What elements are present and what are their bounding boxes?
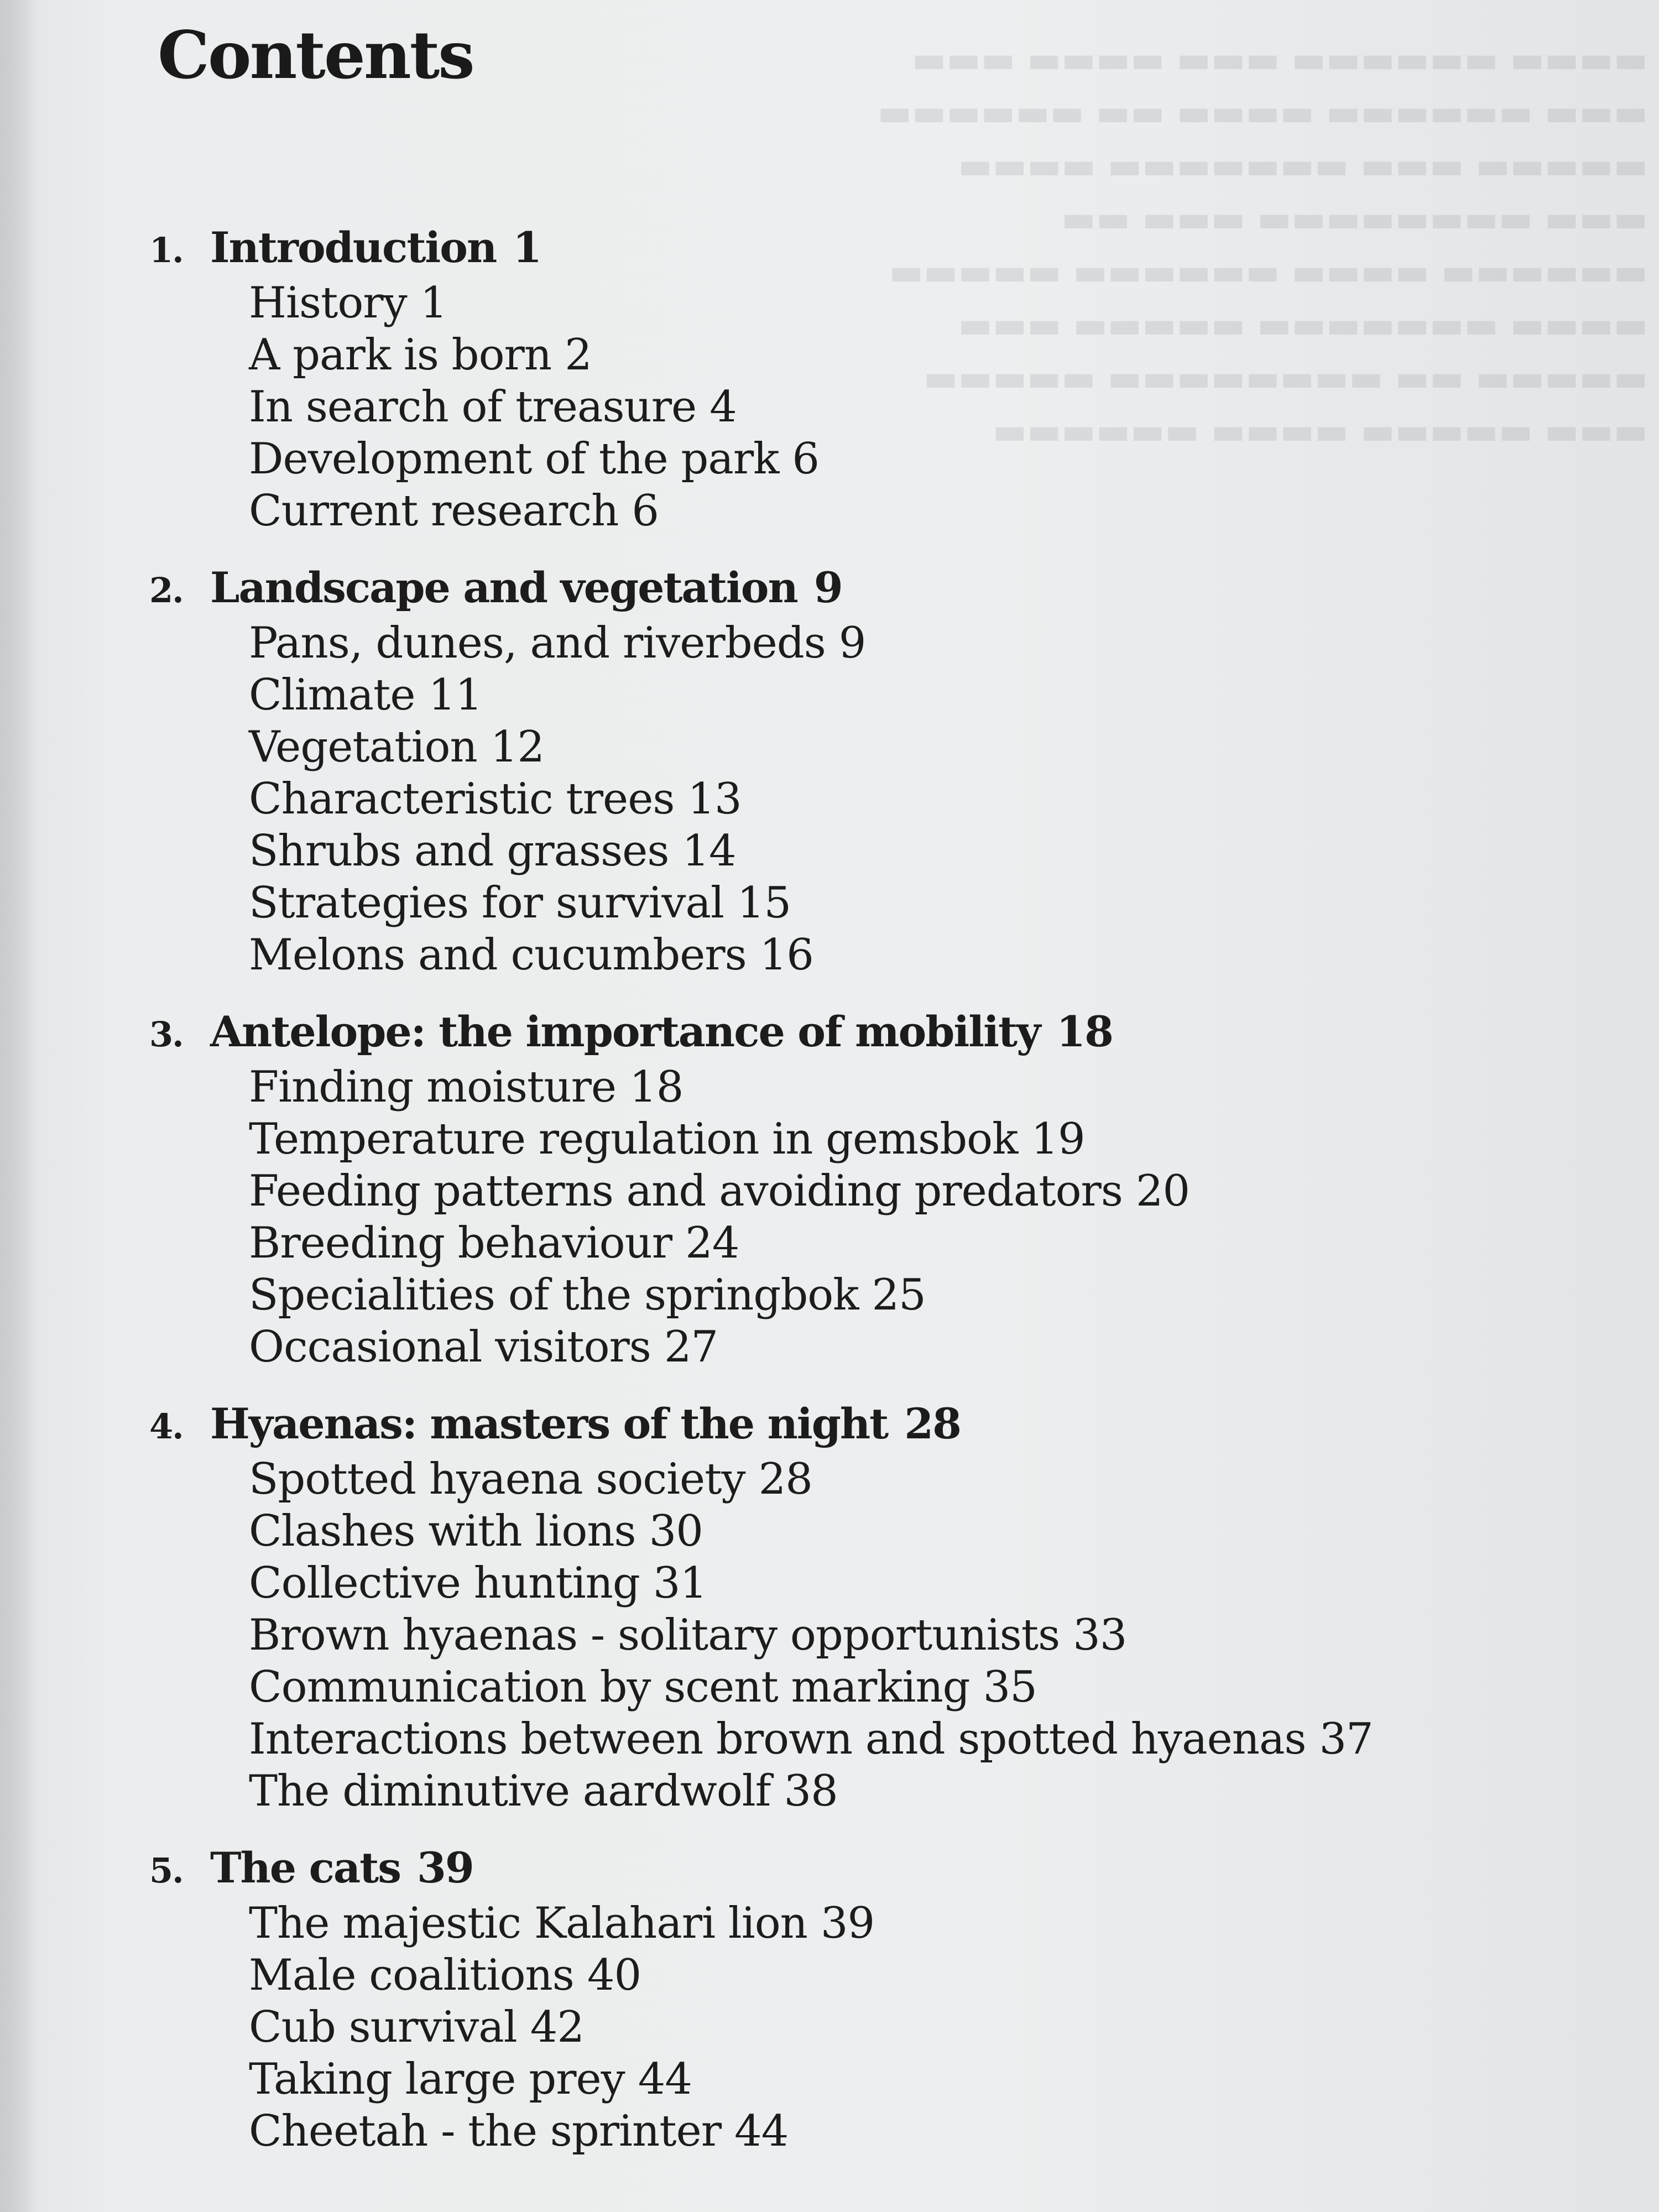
- section-title: Occasional visitors: [249, 1322, 651, 1372]
- chapter-heading: [149, 1841, 1532, 1897]
- section-entry: [149, 329, 1532, 381]
- section-page-number: 30: [649, 1506, 703, 1556]
- section-title: In search of treasure: [249, 382, 697, 432]
- section-title: Collective hunting: [249, 1558, 640, 1608]
- section-page-number: 37: [1319, 1714, 1373, 1764]
- section-title: The diminutive aardwolf: [249, 1766, 771, 1816]
- section-title: Taking large prey: [249, 2054, 625, 2104]
- chapter-number: 5.: [149, 1850, 183, 1891]
- section-entry: [149, 1165, 1532, 1217]
- section-page-number: 18: [629, 1062, 684, 1112]
- section-title: The majestic Kalahari lion: [249, 1898, 807, 1948]
- section-page-number: 20: [1135, 1166, 1190, 1216]
- section-title: Male coalitions: [249, 1950, 574, 2000]
- section-page-number: 6: [632, 486, 659, 536]
- section-entry: [149, 2105, 1532, 2157]
- section-title: Interactions between brown and spotted hyaenas: [249, 1714, 1306, 1764]
- section-title: Breeding behaviour: [249, 1218, 672, 1268]
- section-page-number: 33: [1073, 1610, 1127, 1660]
- chapter-page-number: 18: [1056, 1007, 1113, 1056]
- toc-chapter: [149, 221, 1532, 537]
- chapter-number: 1.: [149, 230, 183, 270]
- chapter-number: 4.: [149, 1406, 183, 1447]
- chapter-title: The cats: [210, 1843, 401, 1892]
- chapter-heading: [149, 221, 1532, 277]
- section-title: Communication by scent marking: [249, 1662, 970, 1712]
- section-title: Brown hyaenas - solitary opportunists: [249, 1610, 1060, 1660]
- section-page-number: 31: [653, 1558, 707, 1608]
- section-title: Current research: [249, 486, 619, 536]
- section-entry: [149, 1765, 1532, 1817]
- section-entry: [149, 277, 1532, 329]
- section-entry: [149, 669, 1532, 721]
- section-page-number: 6: [792, 434, 820, 484]
- section-page-number: 42: [530, 2002, 584, 2052]
- section-entry: [149, 1609, 1532, 1661]
- section-title: Cub survival: [249, 2002, 517, 2052]
- section-page-number: 13: [687, 774, 742, 824]
- chapter-title: Introduction: [210, 223, 497, 272]
- section-entry: [149, 1061, 1532, 1113]
- section-entry: [149, 1949, 1532, 2001]
- section-page-number: 9: [838, 618, 866, 668]
- section-page-number: 44: [734, 2106, 789, 2156]
- section-entry: [149, 1713, 1532, 1765]
- chapter-title: Hyaenas: masters of the night: [210, 1399, 888, 1448]
- section-entry: [149, 381, 1532, 433]
- section-page-number: 27: [664, 1322, 718, 1372]
- section-entry: [149, 721, 1532, 773]
- section-title: Shrubs and grasses: [249, 826, 669, 876]
- show-through-texture: ▬▬▬▬ ▬▬▬▬▬▬ ▬▬▬ ▬▬▬▬ ▬▬▬ ▬▬▬ ▬▬▬▬▬▬ ▬▬▬▬ ▬▬ ▬▬▬▬▬▬ ▬▬▬▬▬ ▬▬▬ ▬▬▬▬▬▬▬ ▬▬▬▬ ▬▬▬ ▬▬▬▬▬▬▬▬ ▬▬▬ ▬▬ ▬▬▬▬▬▬ ▬▬▬▬ ▬▬▬▬▬▬ ▬▬▬▬▬ ▬▬▬▬ ▬▬▬▬▬▬▬ ▬▬▬▬▬ ▬▬▬ ▬▬▬▬▬ ▬▬ ▬▬▬▬▬▬▬▬ ▬▬▬▬▬ ▬▬▬ ▬▬▬▬▬ ▬▬▬▬ ▬▬▬▬▬▬: [877, 38, 1648, 452]
- section-page-number: 35: [983, 1662, 1037, 1712]
- section-title: Development of the park: [249, 434, 779, 484]
- section-page-number: 19: [1031, 1114, 1085, 1164]
- section-entry: [149, 1321, 1532, 1373]
- section-entry: [149, 617, 1532, 669]
- section-page-number: 2: [565, 330, 592, 380]
- page-title: Contents: [158, 17, 473, 93]
- section-page-number: 39: [820, 1898, 875, 1948]
- section-page-number: 14: [682, 826, 736, 876]
- section-entry: [149, 1505, 1532, 1557]
- section-title: Pans, dunes, and riverbeds: [249, 618, 826, 668]
- section-entry: [149, 1897, 1532, 1949]
- section-page-number: 15: [737, 878, 791, 928]
- section-entry: [149, 1269, 1532, 1321]
- section-title: Spotted hyaena society: [249, 1454, 745, 1504]
- section-page-number: 11: [428, 670, 482, 720]
- section-entry: [149, 929, 1532, 981]
- chapter-page-number: 1: [513, 223, 541, 272]
- section-entry: [149, 1113, 1532, 1165]
- section-title: Feeding patterns and avoiding predators: [249, 1166, 1123, 1216]
- toc-chapter: [149, 561, 1532, 981]
- section-page-number: 44: [638, 2054, 692, 2104]
- section-title: Characteristic trees: [249, 774, 675, 824]
- table-of-contents: [149, 221, 1532, 2182]
- section-title: Specialities of the springbok: [249, 1270, 859, 1320]
- section-title: Clashes with lions: [249, 1506, 636, 1556]
- section-entry: [149, 1661, 1532, 1713]
- chapter-title: Antelope: the importance of mobility: [210, 1007, 1040, 1056]
- section-entry: [149, 2053, 1532, 2105]
- chapter-heading: [149, 1005, 1532, 1061]
- section-page-number: 1: [420, 278, 447, 328]
- section-entry: [149, 877, 1532, 929]
- section-page-number: 24: [685, 1218, 739, 1268]
- toc-chapter: [149, 1005, 1532, 1373]
- section-entry: [149, 485, 1532, 537]
- page-gutter-shadow: [0, 0, 39, 2212]
- chapter-page-number: 9: [813, 563, 842, 612]
- section-page-number: 25: [872, 1270, 926, 1320]
- section-title: Vegetation: [249, 722, 477, 772]
- section-title: Cheetah - the sprinter: [249, 2106, 722, 2156]
- section-title: Strategies for survival: [249, 878, 724, 928]
- section-page-number: 40: [587, 1950, 641, 2000]
- section-page-number: 16: [759, 930, 813, 980]
- section-entry: [149, 773, 1532, 825]
- toc-chapter: [149, 1397, 1532, 1817]
- toc-chapter: [149, 1841, 1532, 2157]
- section-entry: [149, 433, 1532, 485]
- section-title: Melons and cucumbers: [249, 930, 747, 980]
- chapter-title: Landscape and vegetation: [210, 563, 797, 612]
- chapter-heading: [149, 1397, 1532, 1453]
- section-entry: [149, 825, 1532, 877]
- section-entry: [149, 2001, 1532, 2053]
- section-entry: [149, 1557, 1532, 1609]
- chapter-page-number: 39: [417, 1843, 473, 1892]
- chapter-number: 3.: [149, 1014, 183, 1055]
- section-title: Climate: [249, 670, 415, 720]
- section-title: Temperature regulation in gemsbok: [249, 1114, 1018, 1164]
- chapter-number: 2.: [149, 570, 183, 611]
- chapter-page-number: 28: [904, 1399, 961, 1448]
- section-entry: [149, 1453, 1532, 1505]
- section-title: Finding moisture: [249, 1062, 617, 1112]
- section-page-number: 28: [758, 1454, 812, 1504]
- section-title: History: [249, 278, 407, 328]
- chapter-heading: [149, 561, 1532, 617]
- section-page-number: 4: [709, 382, 737, 432]
- section-title: A park is born: [249, 330, 552, 380]
- section-entry: [149, 1217, 1532, 1269]
- section-page-number: 38: [784, 1766, 838, 1816]
- section-page-number: 12: [490, 722, 545, 772]
